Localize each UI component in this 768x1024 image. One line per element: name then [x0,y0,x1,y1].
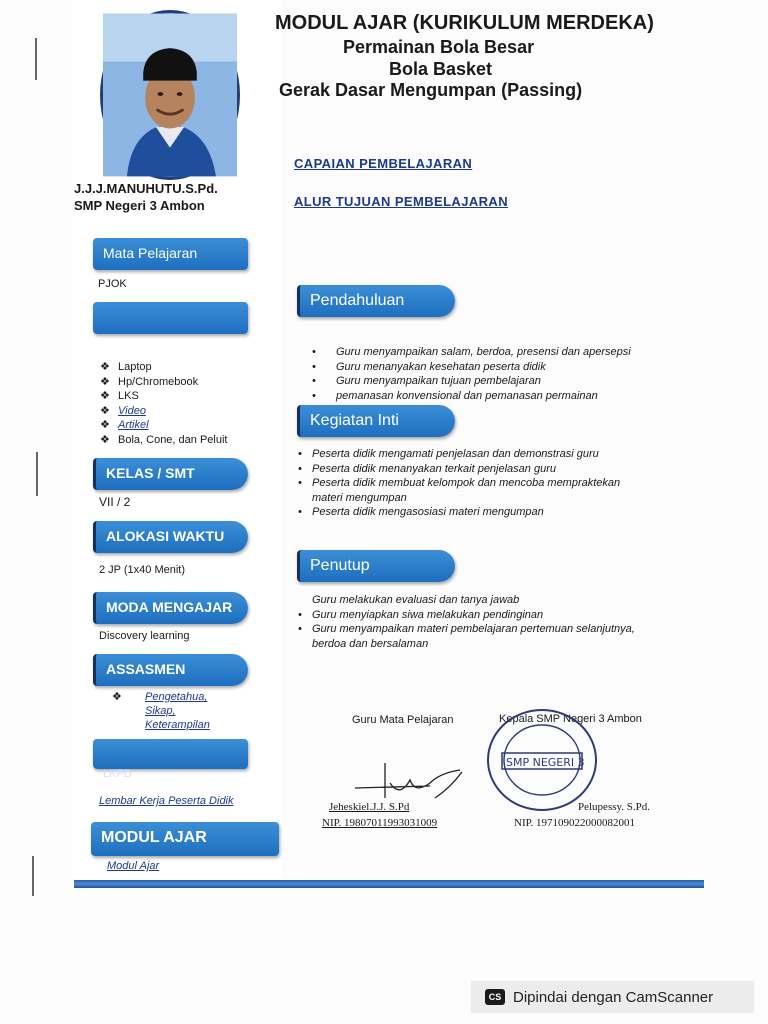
list-item[interactable]: Keterampilan [145,719,210,731]
list-item: • Guru menyampaikan salam, berdoa, presensi dan apersepsi [312,346,631,358]
list-item[interactable]: Pengetahua, [145,691,208,703]
guru-title: Guru Mata Pelajaran [352,714,454,726]
list-item[interactable]: Sikap, [145,705,176,717]
list-item: ❖ LKS [100,390,139,402]
kegiatan-inti-label: Kegiatan Inti [297,405,455,437]
school-stamp-icon [484,705,604,815]
list-item: • pemanasan konvensional dan pemanasan permainan [312,389,598,402]
asesmen-list [145,690,210,732]
kegiatan-inti-list [298,447,620,520]
sarana-label [93,302,248,334]
subtitle-skill: Gerak Dasar Mengumpan (Passing) [279,80,583,100]
camscanner-icon: CS [485,989,505,1005]
moda-label: MODA MENGAJAR [93,592,248,624]
kepsek-nip: NIP. 197109022000082001 [514,817,636,829]
kelas-label: KELAS / SMT [93,458,248,490]
kepsek-name: Pelupessy. S.Pd. [578,801,651,813]
modul-link[interactable]: Modul Ajar [107,860,160,872]
scan-mark [35,38,37,80]
footer-rule [74,880,704,888]
sarana-list [100,360,227,447]
list-item: • Guru menanyakan kesehatan peserta didik [312,360,546,373]
list-item: Guru melakukan evaluasi dan tanya jawab [312,594,520,606]
list-item: materi mengumpan [312,491,407,504]
subtitle-topic: Permainan Bola Besar [343,37,535,57]
modul-label: MODUL AJAR [91,822,279,856]
guru-nip: NIP. 198070119930310​09 [322,817,438,829]
page-title: MODUL AJAR (KURIKULUM MERDEKA) [275,12,654,34]
pendahuluan-list [312,345,631,403]
teacher-name: J.J.J.MANUHUTU.S.Pd. [74,181,218,196]
penutup-label: Penutup [297,550,455,582]
list-item: ❖ Laptop [100,361,152,373]
list-item: berdoa dan bersalaman [312,637,429,650]
list-item[interactable]: ❖ Video [100,404,146,417]
alokasi-value: 2 JP (1x40 Menit) [99,564,186,576]
pendahuluan-label: Pendahuluan [297,285,455,317]
list-item: • Guru menyampaikan tujuan pembelajaran [312,375,541,387]
lkpd-label: LKPD [93,739,248,769]
lkpd-link[interactable]: Lembar Kerja Peserta Didik [99,795,234,807]
kelas-value: VII / 2 [99,495,131,509]
scan-mark [36,452,38,496]
list-item: ❖ Hp/Chromebook [100,375,199,388]
list-item: • Guru menyiapkan siwa melakukan pendinginan [298,608,544,621]
scan-mark [32,856,34,896]
teacher-photo-image [103,13,237,177]
list-item[interactable]: ❖ Artikel [100,419,149,431]
capaian-link[interactable]: CAPAIAN PEMBELAJARAN [294,156,473,171]
kepsek-title: Kepala SMP Negeri 3 Ambon [499,713,642,725]
list-item: • Peserta didik mengamati penjelasan dan demonstrasi guru [298,448,599,460]
mapel-label: Mata Pelajaran [93,238,248,270]
school-name: SMP Negeri 3 Ambon [74,198,205,213]
list-item: ❖ Bola, Cone, dan Peluit [100,433,228,446]
moda-value: Discovery learning [99,630,190,642]
camscanner-text: Dipindai dengan CamScanner [513,988,714,1006]
list-item: • Peserta didik menanyakan terkait penjelasan guru [298,462,556,475]
penutup-list [298,593,635,651]
svg-text:SMP NEGERI 3: SMP NEGERI 3 [506,756,585,769]
list-item: • Peserta didik membuat kelompok dan mencoba mempraktekan [298,477,621,489]
guru-name: Jeheskiel.J.J. S.Pd [329,801,410,813]
teacher-photo [100,10,240,180]
list-item: • Peserta didik mengasosiasi materi mengumpan [298,506,544,518]
artikel-link[interactable]: Artikel [118,419,149,431]
asesmen-label: ASSASMEN [93,654,248,686]
video-link[interactable]: Video [118,404,146,417]
list-item: • Guru menyampaikan materi pembelajaran pertemuan selanjutnya, [298,623,635,635]
asesmen-bullet-icon: ❖ [112,691,122,703]
camscanner-badge [471,981,754,1013]
mapel-value: PJOK [98,278,127,290]
alokasi-label: ALOKASI WAKTU [93,521,248,553]
alur-link[interactable]: ALUR TUJUAN PEMBELAJARAN [294,194,508,209]
subtitle-sport: Bola Basket [389,59,493,79]
